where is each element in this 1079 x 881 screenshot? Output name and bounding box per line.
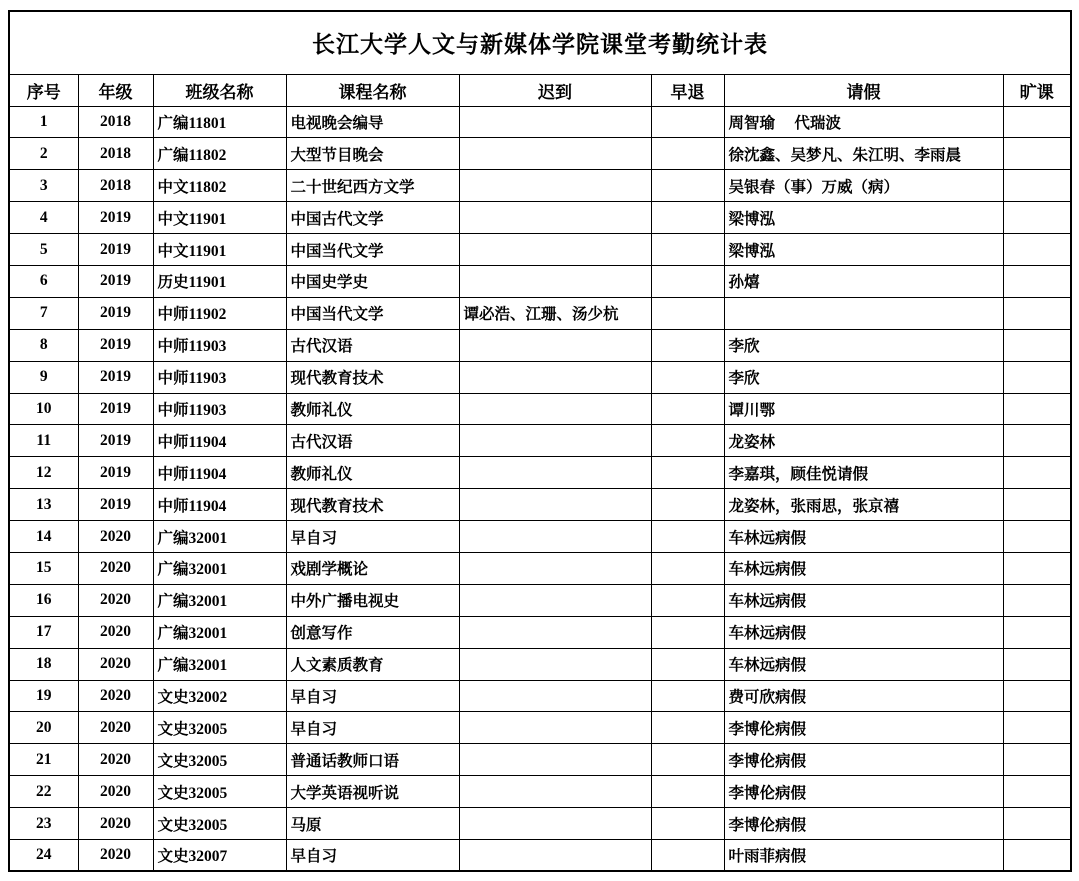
table-row	[9, 776, 1071, 808]
cell-class_name: 广编32001	[153, 616, 286, 648]
cell-early_leave	[651, 202, 724, 234]
cell-leave	[724, 297, 1003, 329]
cell-class_name: 文史32005	[153, 744, 286, 776]
cell-leave: 徐沈鑫、吴梦凡、朱江明、李雨晨	[724, 138, 1003, 170]
cell-late	[459, 138, 651, 170]
cell-absent	[1003, 712, 1071, 744]
table-row	[9, 521, 1071, 553]
cell-grade: 2020	[78, 616, 153, 648]
cell-course_name: 早自习	[286, 712, 459, 744]
cell-late	[459, 776, 651, 808]
cell-course_name: 现代教育技术	[286, 489, 459, 521]
cell-early_leave	[651, 552, 724, 584]
cell-early_leave	[651, 712, 724, 744]
cell-early_leave	[651, 234, 724, 266]
cell-absent	[1003, 521, 1071, 553]
cell-grade: 2020	[78, 839, 153, 871]
cell-class_name: 历史11901	[153, 265, 286, 297]
cell-class_name: 广编11802	[153, 138, 286, 170]
cell-grade: 2018	[78, 170, 153, 202]
cell-leave: 周智瑜 代瑞波	[724, 106, 1003, 138]
table-row	[9, 425, 1071, 457]
cell-early_leave	[651, 839, 724, 871]
cell-early_leave	[651, 297, 724, 329]
cell-course_name: 中外广播电视史	[286, 584, 459, 616]
cell-index: 17	[9, 616, 78, 648]
header-cell-early_leave: 早退	[651, 74, 724, 106]
cell-index: 10	[9, 393, 78, 425]
cell-absent	[1003, 234, 1071, 266]
cell-leave: 车林远病假	[724, 552, 1003, 584]
cell-leave: 费可欣病假	[724, 680, 1003, 712]
cell-absent	[1003, 489, 1071, 521]
cell-index: 19	[9, 680, 78, 712]
header-row	[9, 74, 1071, 106]
table-row	[9, 265, 1071, 297]
cell-absent	[1003, 202, 1071, 234]
cell-absent	[1003, 808, 1071, 840]
cell-index: 1	[9, 106, 78, 138]
cell-leave: 梁博泓	[724, 234, 1003, 266]
cell-absent	[1003, 776, 1071, 808]
cell-grade: 2020	[78, 552, 153, 584]
cell-course_name: 早自习	[286, 839, 459, 871]
cell-absent	[1003, 170, 1071, 202]
cell-index: 24	[9, 839, 78, 871]
cell-grade: 2020	[78, 680, 153, 712]
cell-grade: 2019	[78, 234, 153, 266]
header-cell-course_name: 课程名称	[286, 74, 459, 106]
cell-class_name: 广编32001	[153, 584, 286, 616]
cell-course_name: 古代汉语	[286, 329, 459, 361]
cell-course_name: 二十世纪西方文学	[286, 170, 459, 202]
cell-leave: 龙姿林	[724, 425, 1003, 457]
cell-early_leave	[651, 393, 724, 425]
cell-early_leave	[651, 138, 724, 170]
cell-absent	[1003, 329, 1071, 361]
cell-late	[459, 552, 651, 584]
cell-leave: 谭川鄂	[724, 393, 1003, 425]
table-row	[9, 106, 1071, 138]
cell-absent	[1003, 744, 1071, 776]
cell-grade: 2019	[78, 361, 153, 393]
cell-grade: 2020	[78, 521, 153, 553]
cell-absent	[1003, 616, 1071, 648]
cell-leave: 李博伦病假	[724, 712, 1003, 744]
cell-class_name: 文史32005	[153, 808, 286, 840]
cell-leave: 李欣	[724, 361, 1003, 393]
cell-index: 15	[9, 552, 78, 584]
table-row	[9, 234, 1071, 266]
cell-leave: 车林远病假	[724, 521, 1003, 553]
cell-absent	[1003, 839, 1071, 871]
cell-early_leave	[651, 521, 724, 553]
cell-early_leave	[651, 265, 724, 297]
cell-course_name: 大学英语视听说	[286, 776, 459, 808]
cell-class_name: 中师11902	[153, 297, 286, 329]
cell-early_leave	[651, 776, 724, 808]
table-row	[9, 680, 1071, 712]
cell-early_leave	[651, 680, 724, 712]
cell-late	[459, 648, 651, 680]
table-row	[9, 329, 1071, 361]
cell-leave: 吴银春（事）万威（病）	[724, 170, 1003, 202]
cell-late: 谭必浩、江珊、汤少杭	[459, 297, 651, 329]
cell-leave: 龙姿林，张雨思，张京禧	[724, 489, 1003, 521]
cell-absent	[1003, 680, 1071, 712]
cell-leave: 车林远病假	[724, 584, 1003, 616]
cell-late	[459, 265, 651, 297]
cell-class_name: 广编32001	[153, 552, 286, 584]
table-row	[9, 552, 1071, 584]
cell-course_name: 创意写作	[286, 616, 459, 648]
cell-course_name: 戏剧学概论	[286, 552, 459, 584]
table-row	[9, 712, 1071, 744]
cell-leave: 李博伦病假	[724, 744, 1003, 776]
cell-late	[459, 170, 651, 202]
cell-leave: 车林远病假	[724, 648, 1003, 680]
title-row	[9, 11, 1071, 74]
header-cell-index: 序号	[9, 74, 78, 106]
cell-course_name: 古代汉语	[286, 425, 459, 457]
cell-late	[459, 361, 651, 393]
cell-course_name: 中国史学史	[286, 265, 459, 297]
cell-class_name: 广编32001	[153, 648, 286, 680]
cell-late	[459, 839, 651, 871]
cell-early_leave	[651, 329, 724, 361]
cell-grade: 2019	[78, 457, 153, 489]
cell-late	[459, 489, 651, 521]
cell-class_name: 中师11903	[153, 361, 286, 393]
cell-early_leave	[651, 584, 724, 616]
cell-early_leave	[651, 616, 724, 648]
cell-course_name: 人文素质教育	[286, 648, 459, 680]
header-cell-grade: 年级	[78, 74, 153, 106]
table-row	[9, 170, 1071, 202]
cell-early_leave	[651, 457, 724, 489]
cell-early_leave	[651, 361, 724, 393]
cell-early_leave	[651, 808, 724, 840]
cell-late	[459, 680, 651, 712]
cell-grade: 2018	[78, 138, 153, 170]
cell-index: 22	[9, 776, 78, 808]
cell-class_name: 中师11903	[153, 393, 286, 425]
cell-late	[459, 457, 651, 489]
cell-index: 3	[9, 170, 78, 202]
table-row	[9, 648, 1071, 680]
cell-leave: 李欣	[724, 329, 1003, 361]
cell-grade: 2020	[78, 648, 153, 680]
cell-index: 6	[9, 265, 78, 297]
cell-index: 20	[9, 712, 78, 744]
cell-grade: 2019	[78, 425, 153, 457]
cell-class_name: 文史32002	[153, 680, 286, 712]
cell-index: 9	[9, 361, 78, 393]
cell-grade: 2019	[78, 202, 153, 234]
cell-course_name: 教师礼仪	[286, 457, 459, 489]
cell-leave: 李博伦病假	[724, 776, 1003, 808]
table-row	[9, 808, 1071, 840]
cell-grade: 2020	[78, 776, 153, 808]
cell-absent	[1003, 552, 1071, 584]
cell-absent	[1003, 361, 1071, 393]
table-row	[9, 361, 1071, 393]
cell-index: 4	[9, 202, 78, 234]
table-row	[9, 393, 1071, 425]
table-row	[9, 584, 1071, 616]
table-body	[9, 106, 1071, 871]
cell-absent	[1003, 138, 1071, 170]
cell-early_leave	[651, 744, 724, 776]
cell-course_name: 普通话教师口语	[286, 744, 459, 776]
cell-class_name: 广编11801	[153, 106, 286, 138]
cell-index: 7	[9, 297, 78, 329]
cell-grade: 2020	[78, 712, 153, 744]
header-cell-late: 迟到	[459, 74, 651, 106]
cell-index: 11	[9, 425, 78, 457]
cell-late	[459, 106, 651, 138]
cell-course_name: 中国当代文学	[286, 297, 459, 329]
cell-absent	[1003, 648, 1071, 680]
cell-class_name: 中文11802	[153, 170, 286, 202]
cell-index: 12	[9, 457, 78, 489]
cell-leave: 车林远病假	[724, 616, 1003, 648]
cell-late	[459, 712, 651, 744]
table-row	[9, 457, 1071, 489]
table-row	[9, 744, 1071, 776]
cell-grade: 2019	[78, 265, 153, 297]
cell-late	[459, 393, 651, 425]
cell-late	[459, 329, 651, 361]
cell-index: 2	[9, 138, 78, 170]
cell-absent	[1003, 265, 1071, 297]
cell-course_name: 电视晚会编导	[286, 106, 459, 138]
cell-absent	[1003, 393, 1071, 425]
cell-late	[459, 744, 651, 776]
cell-grade: 2020	[78, 808, 153, 840]
cell-course_name: 现代教育技术	[286, 361, 459, 393]
cell-course_name: 早自习	[286, 521, 459, 553]
cell-early_leave	[651, 170, 724, 202]
cell-class_name: 中文11901	[153, 202, 286, 234]
cell-early_leave	[651, 648, 724, 680]
cell-grade: 2020	[78, 584, 153, 616]
cell-class_name: 文史32005	[153, 776, 286, 808]
cell-leave: 梁博泓	[724, 202, 1003, 234]
cell-course_name: 早自习	[286, 680, 459, 712]
cell-late	[459, 202, 651, 234]
cell-leave: 叶雨菲病假	[724, 839, 1003, 871]
cell-index: 16	[9, 584, 78, 616]
cell-index: 5	[9, 234, 78, 266]
cell-index: 23	[9, 808, 78, 840]
page-title: 长江大学人文与新媒体学院课堂考勤统计表	[9, 11, 1071, 74]
cell-grade: 2019	[78, 297, 153, 329]
cell-early_leave	[651, 489, 724, 521]
cell-index: 8	[9, 329, 78, 361]
attendance-table	[8, 10, 1072, 872]
cell-course_name: 中国古代文学	[286, 202, 459, 234]
table-row	[9, 616, 1071, 648]
cell-class_name: 中师11904	[153, 425, 286, 457]
cell-index: 21	[9, 744, 78, 776]
cell-grade: 2019	[78, 329, 153, 361]
cell-index: 18	[9, 648, 78, 680]
cell-late	[459, 425, 651, 457]
cell-class_name: 中师11903	[153, 329, 286, 361]
cell-early_leave	[651, 106, 724, 138]
header-cell-leave: 请假	[724, 74, 1003, 106]
header-cell-class_name: 班级名称	[153, 74, 286, 106]
cell-class_name: 文史32007	[153, 839, 286, 871]
cell-grade: 2020	[78, 744, 153, 776]
cell-absent	[1003, 425, 1071, 457]
cell-absent	[1003, 584, 1071, 616]
header-cell-absent: 旷课	[1003, 74, 1071, 106]
cell-course_name: 教师礼仪	[286, 393, 459, 425]
cell-late	[459, 616, 651, 648]
cell-absent	[1003, 106, 1071, 138]
table-row	[9, 202, 1071, 234]
cell-absent	[1003, 297, 1071, 329]
cell-course_name: 中国当代文学	[286, 234, 459, 266]
cell-class_name: 中师11904	[153, 489, 286, 521]
cell-index: 13	[9, 489, 78, 521]
table-row	[9, 489, 1071, 521]
cell-late	[459, 584, 651, 616]
cell-course_name: 马原	[286, 808, 459, 840]
cell-class_name: 文史32005	[153, 712, 286, 744]
cell-late	[459, 234, 651, 266]
cell-early_leave	[651, 425, 724, 457]
cell-late	[459, 808, 651, 840]
cell-late	[459, 521, 651, 553]
cell-grade: 2018	[78, 106, 153, 138]
cell-absent	[1003, 457, 1071, 489]
cell-leave: 李嘉琪，顾佳悦请假	[724, 457, 1003, 489]
cell-grade: 2019	[78, 393, 153, 425]
table-row	[9, 839, 1071, 871]
table-row	[9, 297, 1071, 329]
table-row	[9, 138, 1071, 170]
cell-course_name: 大型节目晚会	[286, 138, 459, 170]
cell-index: 14	[9, 521, 78, 553]
cell-class_name: 中文11901	[153, 234, 286, 266]
cell-class_name: 广编32001	[153, 521, 286, 553]
cell-grade: 2019	[78, 489, 153, 521]
cell-leave: 孙熺	[724, 265, 1003, 297]
cell-class_name: 中师11904	[153, 457, 286, 489]
cell-leave: 李博伦病假	[724, 808, 1003, 840]
